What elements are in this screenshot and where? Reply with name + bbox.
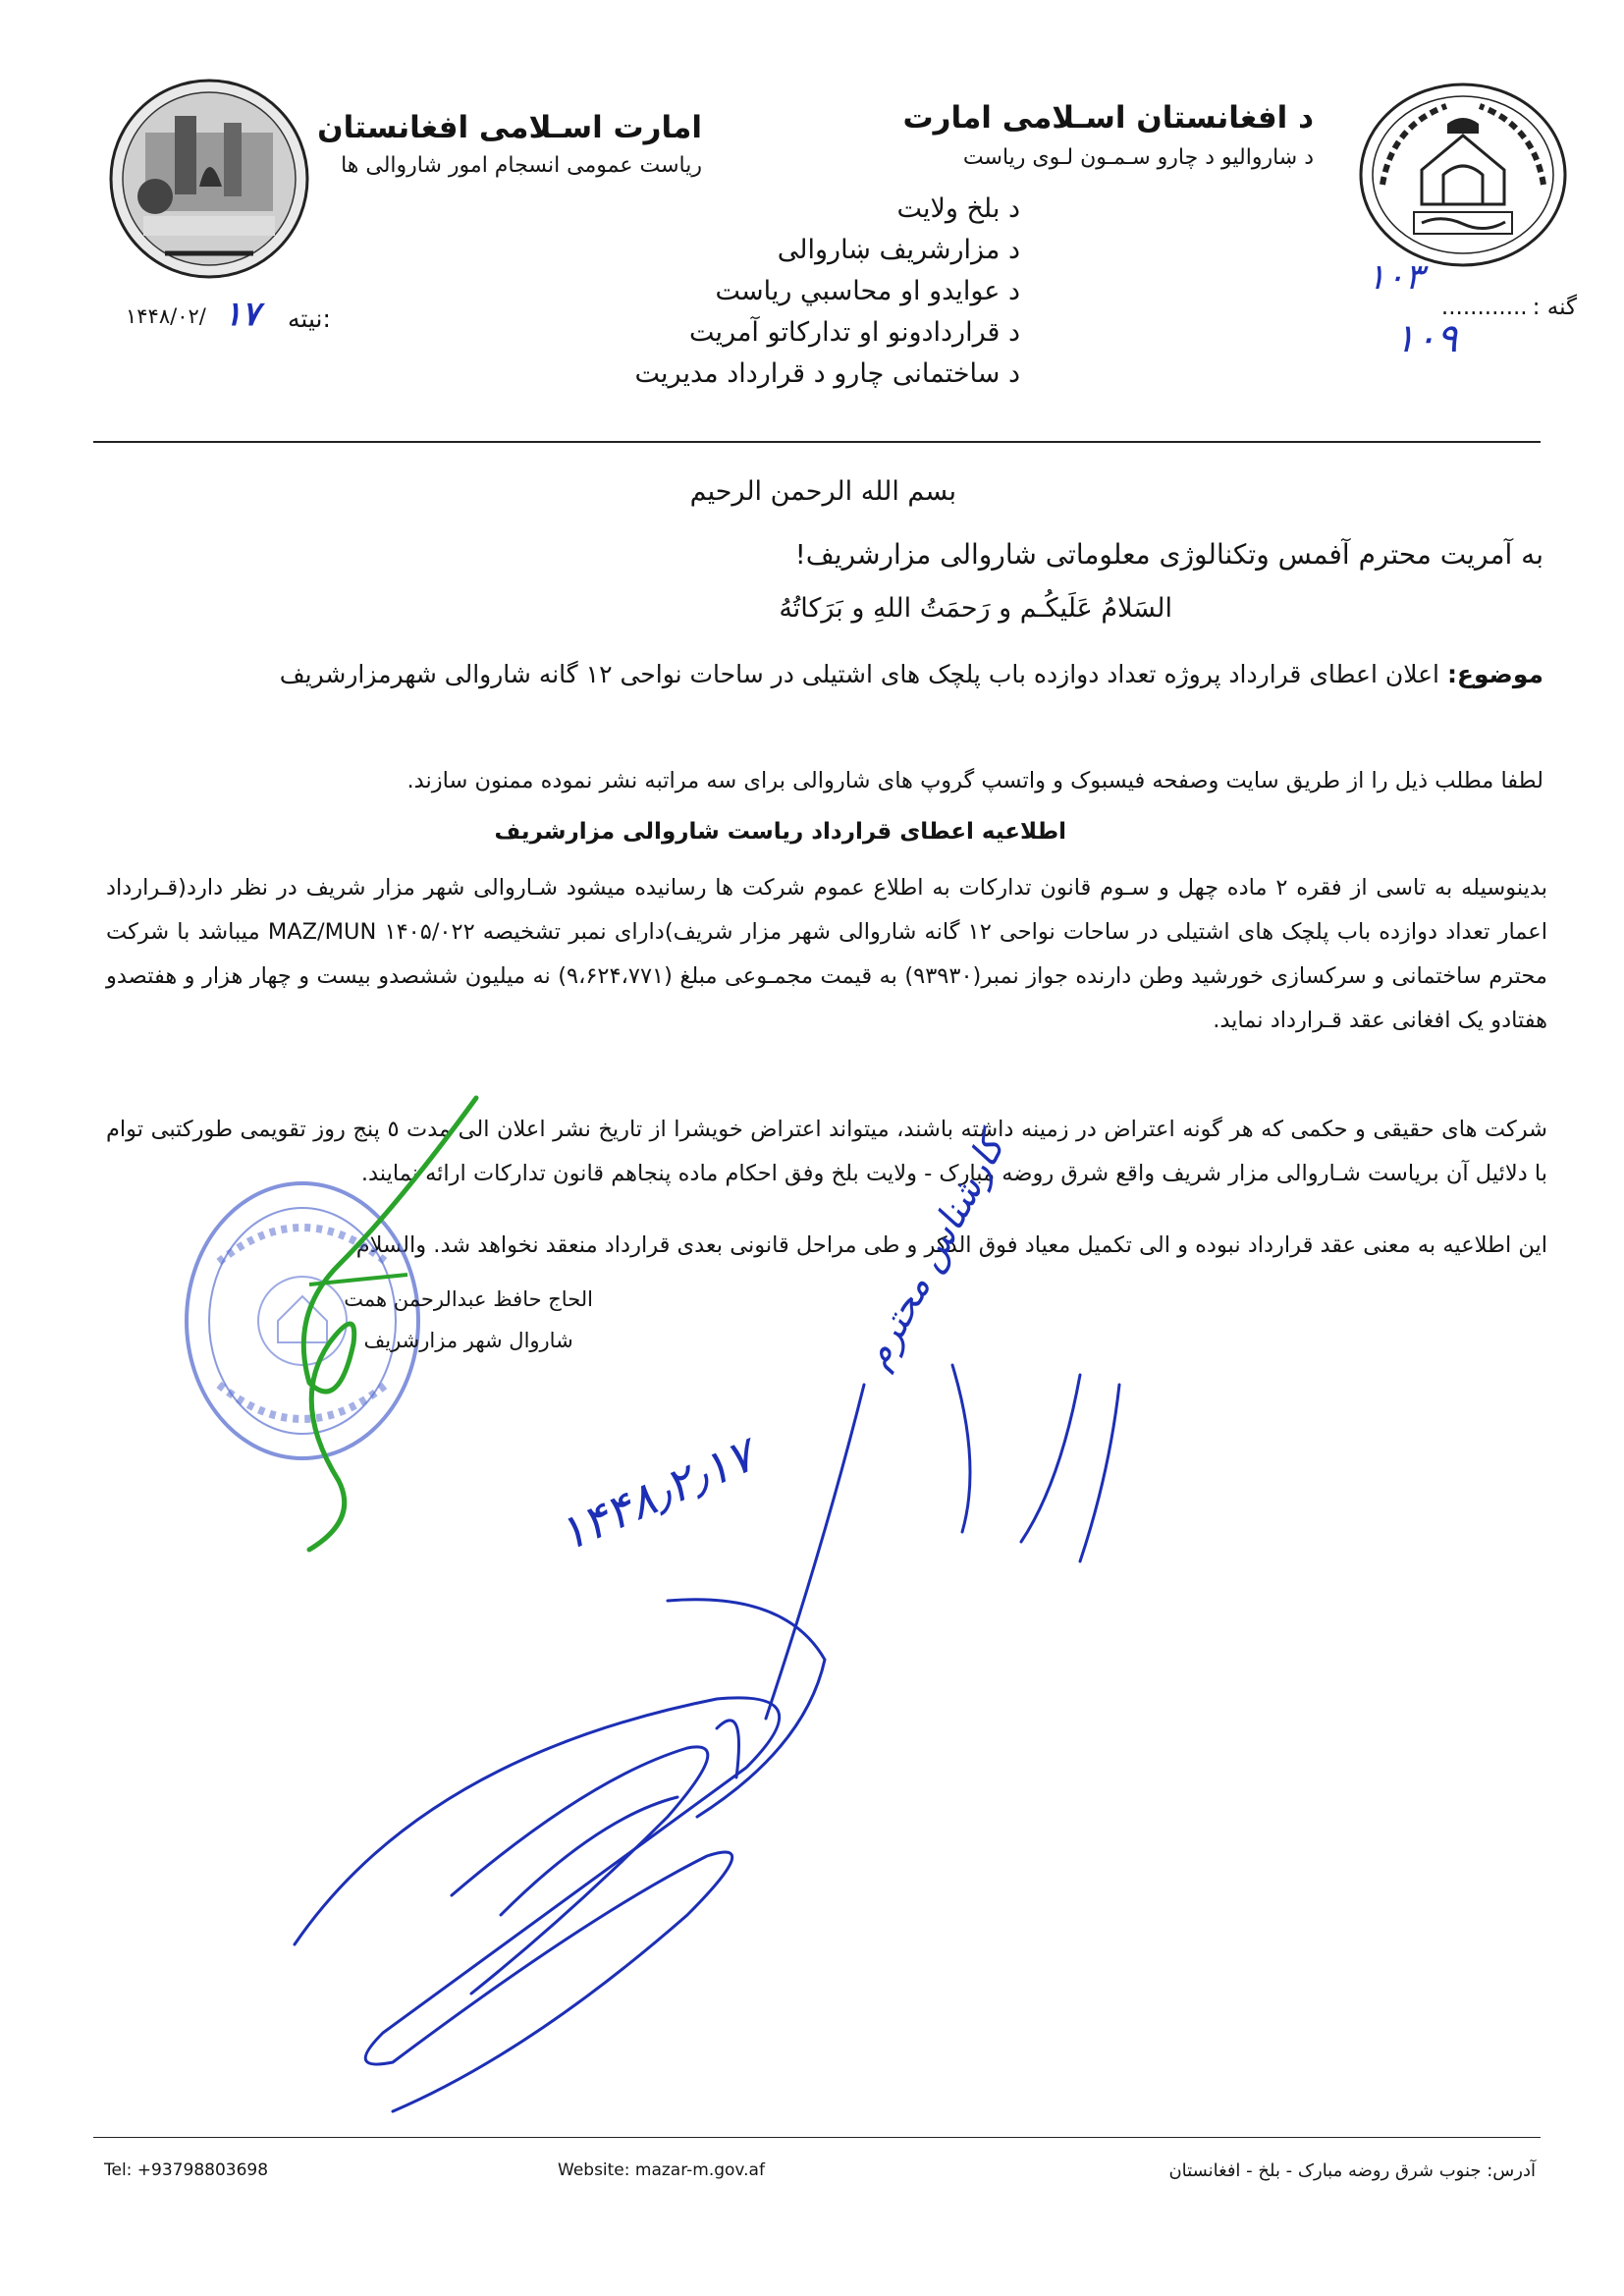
- emirate-emblem: [1353, 77, 1574, 273]
- recipient-line: د مزارشریف ښاروالی: [777, 235, 1020, 265]
- header-rule: [93, 441, 1541, 443]
- footer-address: آدرس: جنوب شرق روضه مبارک - بلخ - افغانستان: [1168, 2160, 1536, 2181]
- number-label: گنه :: [1532, 295, 1577, 320]
- recipient-line: د قراردادونو او تدارکاتو آمریت: [689, 317, 1020, 348]
- addressee: به آمریت محترم آفمس وتکنالوژی معلوماتی شاروالی مزارشریف!: [794, 538, 1543, 571]
- blue-signature-icon: [275, 1306, 1159, 2141]
- basmala: بسم الله الرحمن الرحیم: [689, 476, 956, 507]
- emblem-icon: [1353, 77, 1574, 273]
- number-handwritten-top: ۱۰۳: [1367, 257, 1425, 298]
- municipality-logo-icon: [106, 79, 312, 280]
- right-header-title: د افغانستان اسـلامی امارت: [902, 100, 1314, 136]
- left-header-subtitle: ریاست عمومی انسجام امور شاروالی ها: [341, 153, 702, 178]
- announcement-paragraph-1: بدینوسیله به تاسی از فقره ۲ ماده چهل و سـوم قانون تدارکات به اطلاع عموم شرکت ها رسانیده میشود شـاروالی شهر مزار شریف در نظر دارد(قـرارداد اعمار تعداد دوازده باب پلچک های اشتیلی در ساحات نواحی ۱۲ گانه شاروالی شهر مزار شریف)دارای نمبر تشخیصه MAZ/MUN ۱۴۰۵/۰۲۲ میباشد با شرکت محترم ساختمانی و سرکسازی خورشید وطن دارنده جواز نمبر(۹۳۹۳۰) به قیمت مجمـوعی مبلغ (۹،۶۲۴،۷۷۱) نه میلیون ششصدو بیست و چهار هزار و هفتصدو هفتادو یک افغانی عقد قـرارداد نماید.: [106, 875, 1547, 1033]
- signatory-title: شاروال شهر مزارشریف: [363, 1329, 573, 1352]
- signatory-name: الحاج حافظ عبدالرحمن همت: [344, 1287, 593, 1311]
- date-field: [126, 295, 361, 334]
- municipality-logo: [106, 79, 312, 280]
- footer-website: Website: mazar-m.gov.af: [558, 2160, 765, 2180]
- left-header-title: امارت اسـلامی افغانستان: [317, 110, 702, 145]
- date-value: ۱۴۴۸/۰۲/: [126, 304, 206, 328]
- number-handwritten-bottom: ۱۰۹: [1394, 316, 1458, 361]
- blue-handwriting: [275, 1306, 1159, 2141]
- recipient-block: [549, 189, 1020, 395]
- recipient-line: د عوایدو او محاسبي ریاست: [715, 276, 1020, 306]
- recipient-line: د ساختمانی چارو د قرارداد مدیریت: [634, 358, 1020, 389]
- announcement-paragraph-2: شرکت های حقیقی و حکمی که هر گونه اعتراض در زمینه داشته باشند، میتواند اعتراض خویشرا از تاریخ نشر اعلان الی مدت ٥ پنج روز تقویمی طورکتبی توام با دلائیل آن بریاست شـاروالی مزار شریف واقع شرق روضه مبارک - ولایت بلخ وفق احکام ماده پنجاهم قانون تدارکات ارائه نمایند.: [106, 1117, 1548, 1186]
- handwritten-note: کارشناس محترم: [854, 1127, 1013, 1376]
- number-dots: ............: [1440, 295, 1528, 320]
- publication-request: لطفا مطلب ذیل را از طریق سایت وصفحه فیسبوک و واتسپ گروپ های شاروالی برای سه مراتبه نشر نموده ممنون سازند.: [406, 768, 1543, 793]
- footer-tel: Tel: +93798803698: [104, 2160, 269, 2180]
- greeting: السَلامُ عَلَیکُـم و رَحمَتُ اللهِ و بَرَکاتُهُ: [779, 593, 1172, 624]
- footer-rule: [93, 2137, 1541, 2138]
- date-handwritten-day: ۱۷: [224, 295, 260, 334]
- announcement-title: اطلاعیه اعطای قرارداد ریاست شاروالی مزارشریف: [494, 819, 1066, 845]
- announcement-paragraph-3: این اطلاعیه به معنی عقد قرارداد نبوده و الی تکمیل معیاد فوق الذکر و طی مراحل قانونی بعدی قرارداد منعقد نخواهد شد. والسلام: [355, 1232, 1547, 1258]
- right-header-subtitle: د ښاروالیو د چارو سـمـون لـوی ریاست: [962, 145, 1314, 170]
- recipient-line: د بلخ ولایت: [896, 193, 1020, 224]
- subject-label: موضوع:: [1446, 660, 1543, 688]
- date-label: نیته:: [288, 304, 331, 333]
- handwritten-date: ۱۴۴۸٫۲٫۱۷: [550, 1427, 763, 1563]
- subject-line: [280, 660, 1543, 688]
- subject-text: اعلان اعطای قرارداد پروژه تعداد دوازده باب پلچک های اشتیلی در ساحات نواحی ۱۲ گانه شاروالی شهرمزارشریف: [279, 660, 1439, 688]
